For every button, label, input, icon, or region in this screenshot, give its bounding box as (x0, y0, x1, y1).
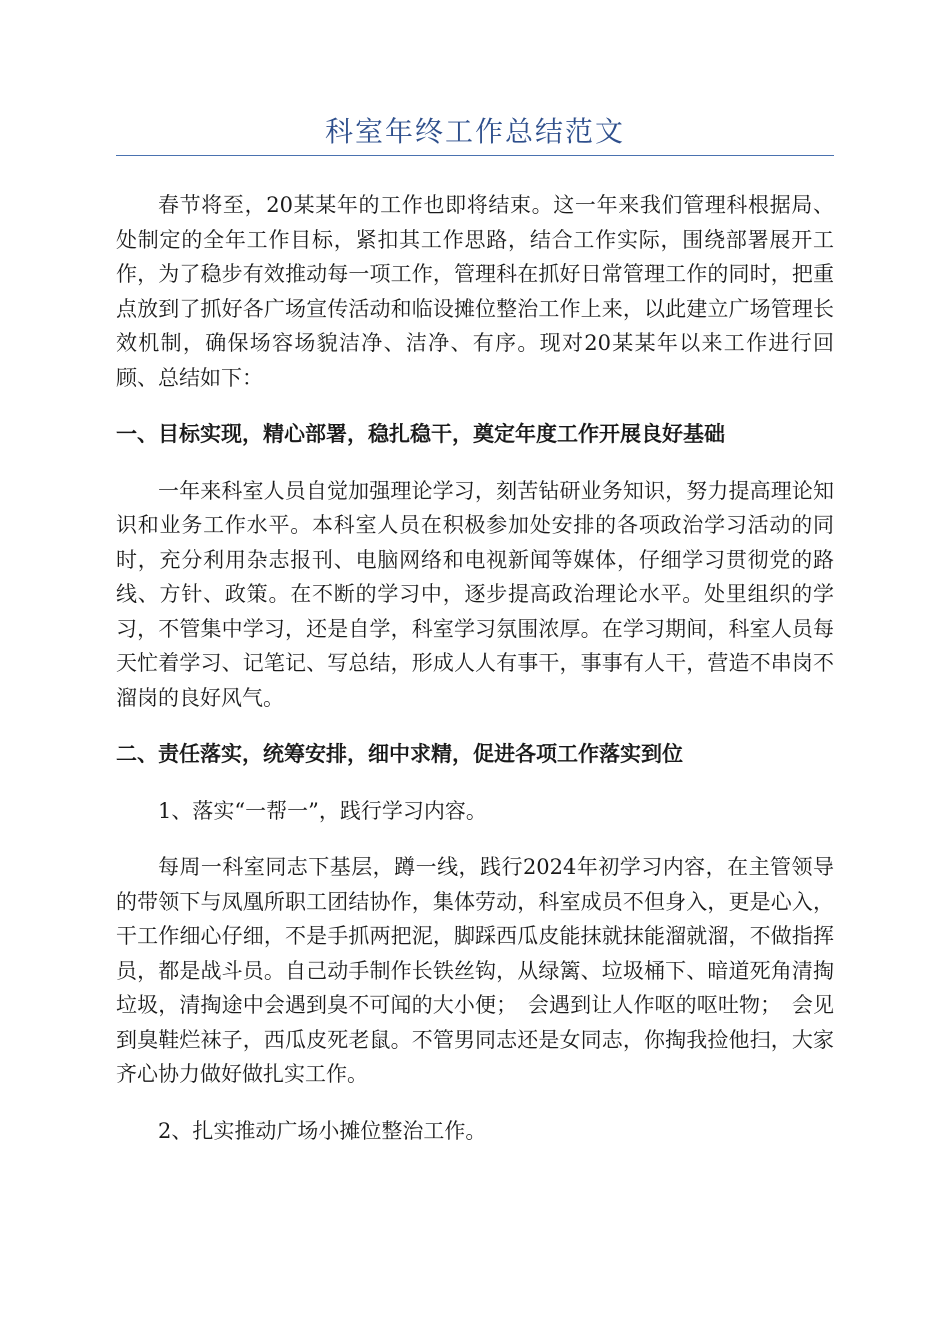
intro-paragraph: 春节将至，20某某年的工作也即将结束。这一年来我们管理科根据局、处制定的全年工作目标，紧扣其工作思路，结合工作实际，围绕部署展开工作，为了稳步有效推动每一项工作，管理科在抓好日常管理工作的同时，把重点放到了抓好各广场宣传活动和临设摊位整治工作上来，以此建立广场管理长效机制，确保场容场貌洁净、洁净、有序。现对20某某年以来工作进行回顾、总结如下： (116, 193, 834, 390)
document-title: 科室年终工作总结范文 (324, 115, 625, 148)
item-1-heading: 1、落实“一帮一”，践行学习内容。 (158, 798, 487, 823)
title-underline (116, 155, 834, 156)
document-page (116, 112, 834, 1148)
section-1-paragraph: 一年来科室人员自觉加强理论学习，刻苦钻研业务知识，努力提高理论知识和业务工作水平。本科室人员在积极参加处安排的各项政治学习活动的同时，充分利用杂志报刊、电脑网络和电视新闻等媒体，仔细学习贯彻党的路线、方针、政策。在不断的学习中，逐步提高政治理论水平。处里组织的学习，不管集中学习，还是自学，科室学习氛围浓厚。在学习期间，科室人员每天忙着学习、记笔记、写总结，形成人人有事干，事事有人干，营造不串岗不溜岗的良好风气。 (116, 478, 834, 710)
section-2-heading: 二、责任落实，统筹安排，细中求精，促进各项工作落实到位 (116, 742, 683, 766)
section-1-heading: 一、目标实现，精心部署，稳扎稳干，奠定年度工作开展良好基础 (116, 422, 725, 446)
item-2-heading: 2、扎实推动广场小摊位整治工作。 (158, 1118, 487, 1143)
item-1-paragraph: 每周一科室同志下基层，蹲一线，践行2024年初学习内容，在主管领导的带领下与凤凰所职工团结协作，集体劳动，科室成员不但身入，更是心入，干工作细心仔细，不是手抓两把泥，脚踩西瓜皮能抹就抹能溜就溜，不做指挥员，都是战斗员。自己动手制作长铁丝钩，从绿篱、垃圾桶下、暗道死角清掏垃圾，清掏途中会遇到臭不可闻的大小便； 会遇到让人作呕的呕吐物； 会见到臭鞋烂袜子，西瓜皮死老鼠。不管男同志还是女同志，你掏我捡他扫，大家齐心协力做好做扎实工作。 (116, 855, 834, 1086)
